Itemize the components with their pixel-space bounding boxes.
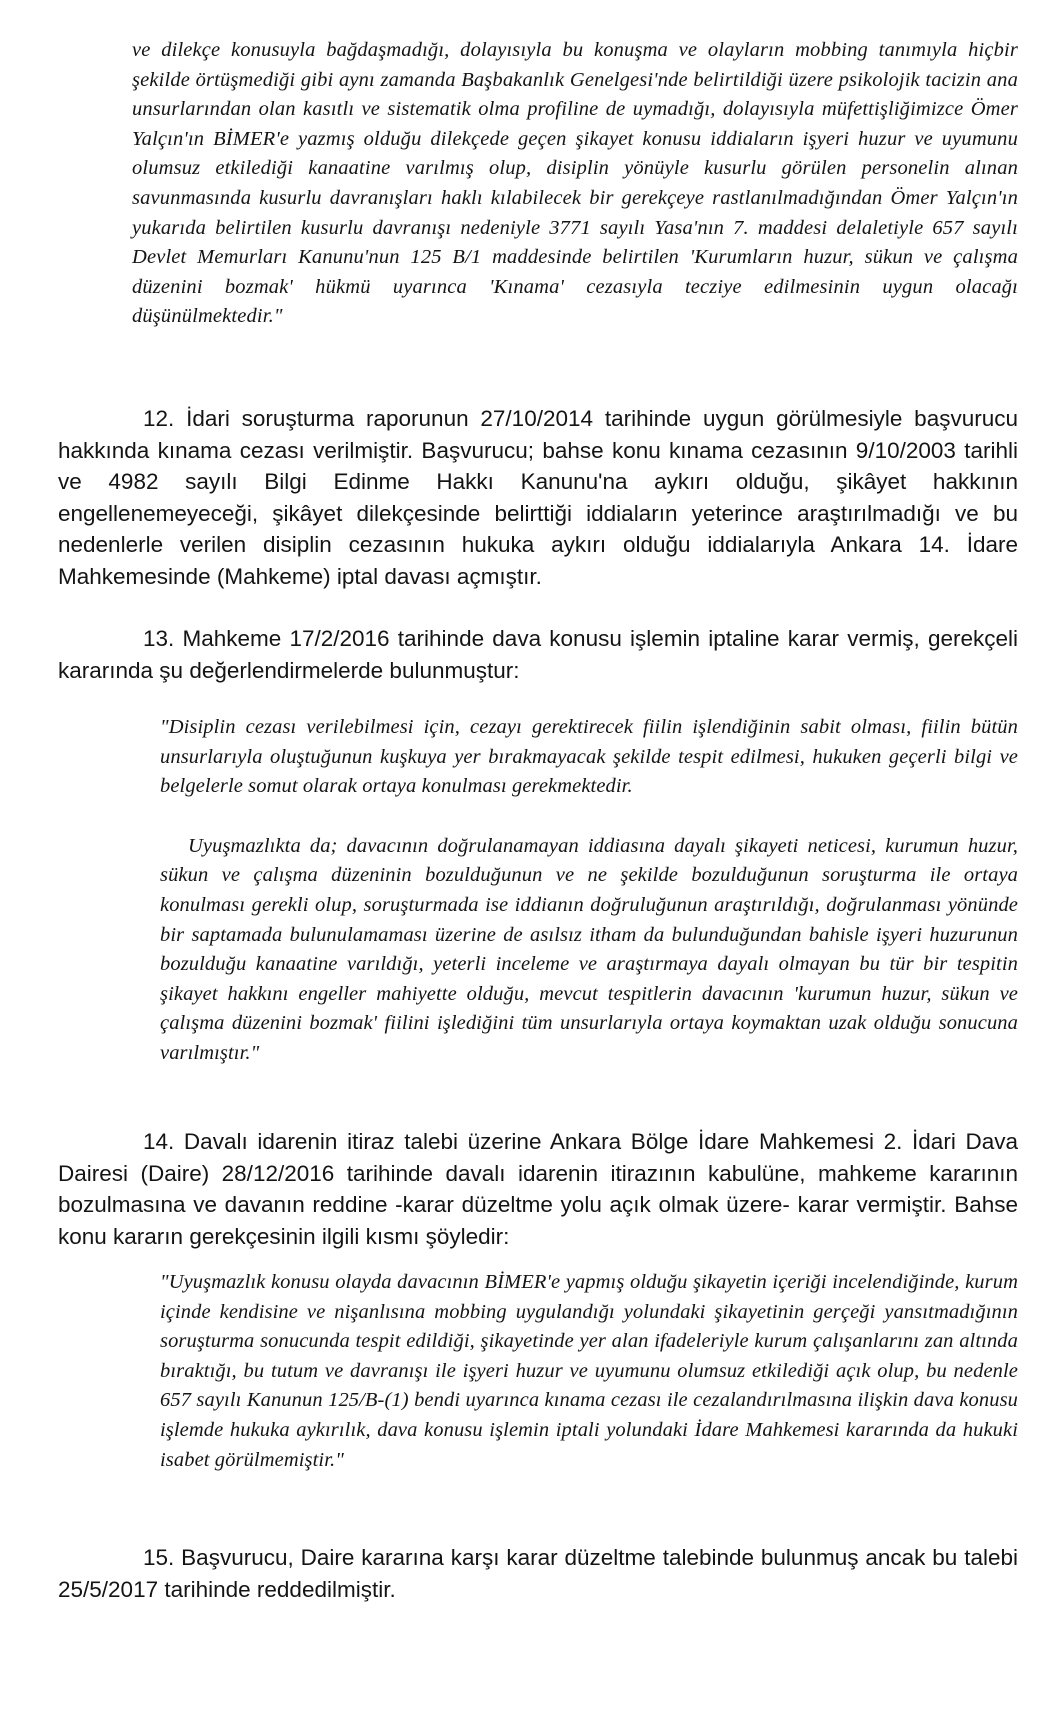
quote-paragraph-2: Uyuşmazlıkta da; davacının doğrulanamayan iddiasına dayalı şikayeti neticesi, kurumun huzur, sükun ve çalışma düzeninin bozulduğunun ve ne şekilde bozulduğunun soruşturma ile ortaya konulması gerekli olup, soruşturmada ise iddianın doğruluğunun araştırıldığı, doğrulanması yönünde bir saptamada bulunulamaması üzerine de asılsız itham da bulunduğundan bahisle işyeri huzurunun bozulduğu kanaatine varıldığı, yeterli inceleme ve araştırmaya dayalı olmayan bu tür bir tespitin şikayet hakkını engeller mahiyette olduğu, mevcut tespitlerin davacının 'kurumun huzur, sükun ve çalışma düzenini bozmak' fiilini işlediğini tüm unsurlarıyla ortaya koymaktan uzak olduğu sonucuna varılmıştır." (160, 834, 1018, 1064)
paragraph-14: 14. Davalı idarenin itiraz talebi üzerine Ankara Bölge İdare Mahkemesi 2. İdari Dava Dairesi (Daire) 28/12/2016 tarihinde davalı idarenin itirazının kabulüne, mahkeme kararının bozulmasına ve davanın reddine -karar düzeltme yolu açık olmak üzere- karar vermiştir. Bahse konu kararın gerekçesinin ilgili kısmı şöyledir: (58, 1129, 1018, 1249)
paragraph-12: 12. İdari soruşturma raporunun 27/10/2014 tarihinde uygun görülmesiyle başvurucu hakkında kınama cezası verilmiştir. Başvurucu; bahse konu kınama cezasının 9/10/2003 tarihli ve 4982 sayılı Bilgi Edinme Hakkı Kanunu'na aykırı olduğu, şikâyet hakkının engellenemeyeceği, şikâyet dilekçesinde belirttiği iddiaların yeterince araştırılmadığı ve bu nedenlerle verilen disiplin cezasının hukuka aykırı olduğu iddialarıyla Ankara 14. İdare Mahkemesinde (Mahkeme) iptal davası açmıştır. (58, 406, 1018, 589)
court-decision-quote (160, 713, 1018, 1069)
quote-paragraph: "Uyuşmazlık konusu olayda davacının BİMER'e yapmış olduğu şikayetin içeriği incelendiğinde, kurum içinde kendisine ve nişanlısına mobbing uygulandığı yolundaki şikayetinin gerçeği yansıtmadığının soruşturma sonucunda tespit edildiği, şikayetinde yer alan ifadeleriyle kurum çalışanlarını zan altında bıraktığı, bu tutum ve davranışı ile işyeri huzur ve uyumunu olumsuz etkilediği açık olup, bu nedenle 657 sayılı Kanunun 125/B-(1) bendi uyarınca kınama cezası ile cezalandırılmasına ilişkin dava konusu işlemde hukuka aykırılık, dava konusu işlemin iptali yolundaki İdare Mahkemesi kararında da hukuki isabet görülmemiştir." (160, 1271, 1018, 1471)
quote-paragraph-1: "Disiplin cezası verilebilmesi için, cezayı gerektirecek fiilin işlendiğinin sabit olması, fiilin bütün unsurlarıyla oluştuğunun kuşkuya yer bırakmayacak şekilde tespit edilmesi, hukuken geçerli bilgi ve belgelerle somut olarak ortaya konulması gerekmektedir. (160, 716, 1018, 798)
continued-quote: ve dilekçe konusuyla bağdaşmadığı, dolayısıyla bu konuşma ve olayların mobbing tanımıyla hiçbir şekilde örtüşmediği gibi aynı zamanda Başbakanlık Genelgesi'nde belirtildiği üzere psikolojik tacizin ana unsurlarından olan kasıtlı ve sistematik olma profiline de uymadığı, dolayısıyla müfettişliğimizce Ömer Yalçın'ın BİMER'e yazmış olduğu dilekçede geçen şikayet konusu iddiaların işyeri huzur ve uyumunu olumsuz etkilediği kanaatine varılmış olup, disiplin yönüyle kusurlu görülen personelin alınan savunmasında kusurlu davranışları haklı kılabilecek bir gerekçeye rastlanılmadığından Ömer Yalçın'ın yukarıda belirtilen kusurlu davranışı nedeniyle 3771 sayılı Yasa'nın 7. maddesi delaletiyle 657 sayılı Devlet Memurları Kanunu'nun 125 B/1 maddesinde belirtilen 'Kurumların huzur, sükun ve çalışma düzenini bozmak' hükmü uyarınca 'Kınama' cezasıyla tecziye edilmesinin uygun olacağı düşünülmektedir." (132, 39, 1018, 328)
paragraph-15: 15. Başvurucu, Daire kararına karşı karar düzeltme talebinde bulunmuş ancak bu talebi 25/5/2017 tarihinde reddedilmiştir. (58, 1545, 1018, 1602)
paragraph-13: 13. Mahkeme 17/2/2016 tarihinde dava konusu işlemin iptaline karar vermiş, gerekçeli kararında şu değerlendirmelerde bulunmuştur: (58, 626, 1018, 683)
appeal-decision-quote (160, 1268, 1018, 1475)
